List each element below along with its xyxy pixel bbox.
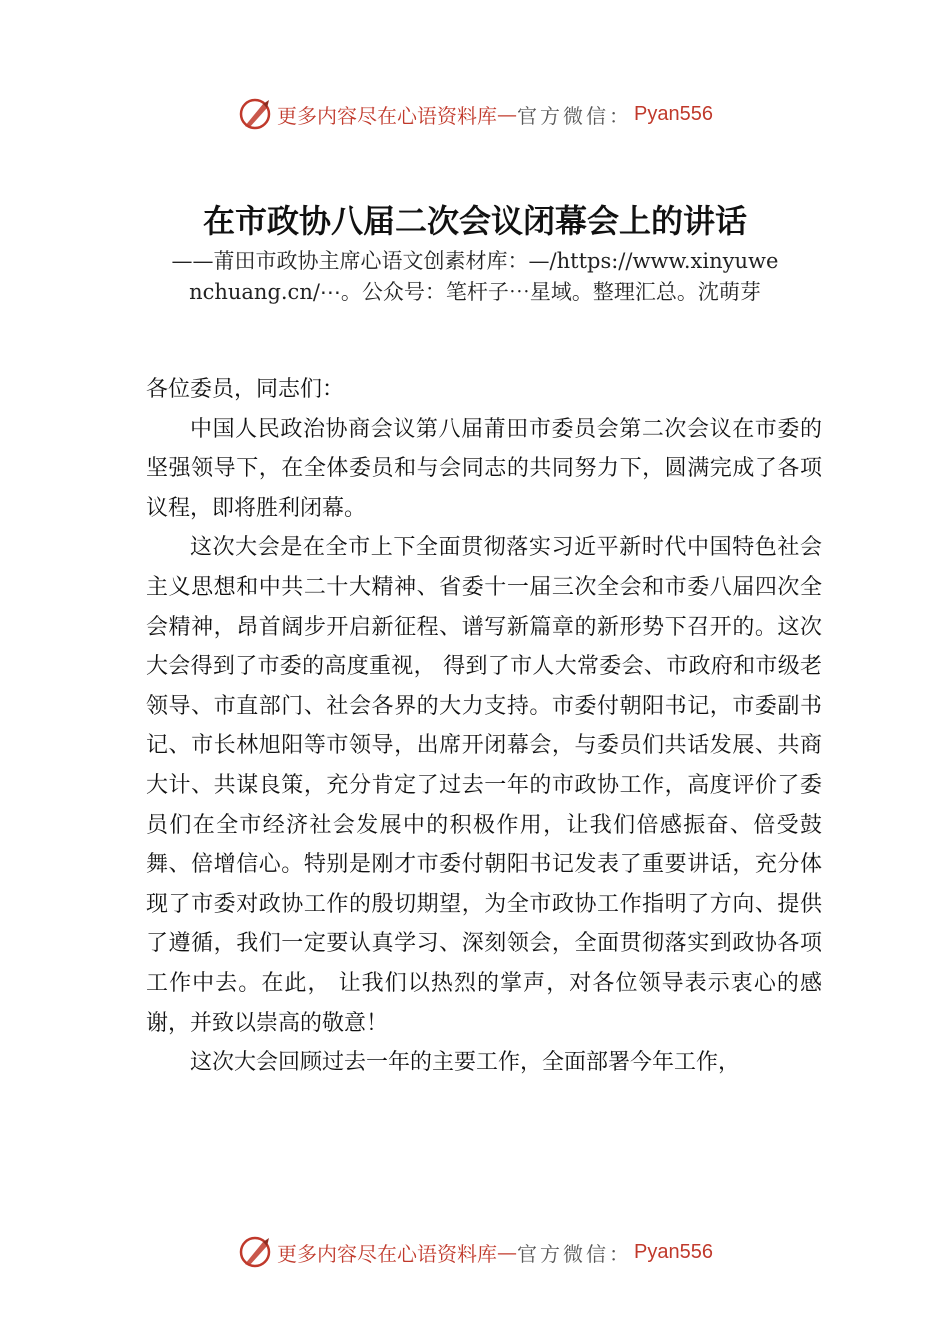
paragraph: 这次大会是在全市上下全面贯彻落实习近平新时代中国特色社会主义思想和中共二十大精神、省委十一届三次全会和市委八届四次全会精神，昂首阔步开启新征程、谱写新篇章的新形势下召开的。这次大会得到了市委的高度重视， 得到了市人大常委会、市政府和市级老领导、市直部门、社会各界的大力支持。市委付朝阳书记，市委副书记、市长林旭阳等市领导，出席开闭幕会，与委员们共话发展、共商大计、共谋良策，充分肯定了过去一年的市政协工作，高度评价了委员们在全市经济社会发展中的积极作用，让我们倍感振奋、倍受鼓舞、倍增信心。特别是刚才市委付朝阳书记发表了重要讲话，充分体现了市委对政协工作的殷切期望，为全市政协工作指明了方向、提供了遵循，我们一定要认真学习、深刻领会，全面贯彻落实到政协各项工作中去。在此， 让我们以热烈的掌声，对各位领导表示衷心的感谢，并致以崇高的敬意！ xyxy=(146,535,822,1036)
banner-separator: — xyxy=(497,1240,518,1264)
banner-separator: — xyxy=(497,102,518,126)
banner-wechat-id: Pyan556 xyxy=(634,1240,713,1263)
footer-banner xyxy=(0,1232,950,1272)
document-subtitle: ——莆田市政协主席心语文创素材库：—/https://www.xinyuwenchuang.cn/⋯。公众号：笔杆子⋯星域。整理汇总。沈萌芽 xyxy=(171,249,779,304)
pen-nib-logo-icon xyxy=(237,96,273,132)
header-banner xyxy=(0,94,950,134)
banner-text: 更多内容尽在心语资料库 xyxy=(277,103,498,128)
document-body xyxy=(146,370,822,1083)
salutation: 各位委员，同志们： xyxy=(146,377,345,402)
pen-nib-logo-icon xyxy=(237,1234,273,1270)
document-title: 在市政协八届二次会议闭幕会上的讲话 xyxy=(202,202,747,240)
banner-wechat-label: 官方微信： xyxy=(517,103,633,128)
paragraph: 这次大会回顾过去一年的主要工作，全面部署今年工作， xyxy=(190,1050,741,1076)
banner-wechat-label: 官方微信： xyxy=(517,1241,633,1266)
banner-text: 更多内容尽在心语资料库 xyxy=(277,1241,498,1266)
banner-wechat-id: Pyan556 xyxy=(634,102,713,125)
paragraph: 中国人民政治协商会议第八届莆田市委员会第二次会议在市委的坚强领导下，在全体委员和与会同志的共同努力下，圆满完成了各项议程，即将胜利闭幕。 xyxy=(146,416,822,521)
